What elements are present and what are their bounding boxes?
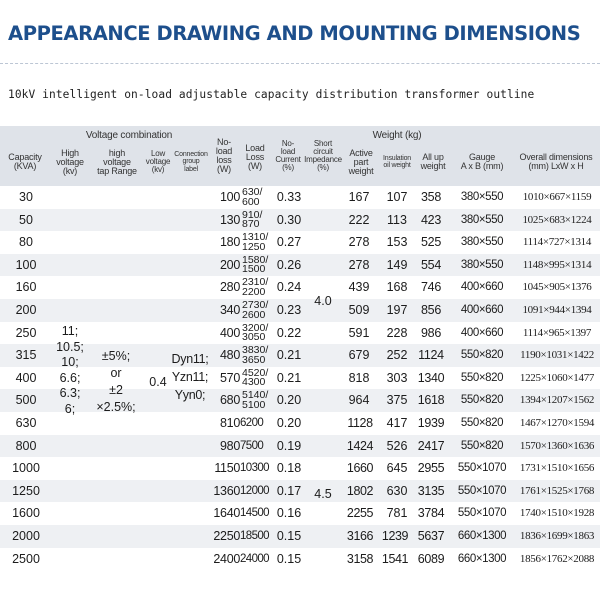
header-connection-group: Connection group label bbox=[174, 150, 208, 173]
oil-weight-cell: 526 bbox=[386, 438, 408, 453]
overall-dimensions-cell: 1190×1031×1422 bbox=[520, 349, 594, 362]
gauge-cell: 380×550 bbox=[460, 191, 504, 203]
overall-dimensions-cell: 1394×1207×1562 bbox=[519, 394, 595, 407]
all-up-weight-cell: 986 bbox=[421, 325, 441, 340]
active-part-weight-cell: 964 bbox=[348, 393, 370, 408]
table-row bbox=[0, 548, 600, 571]
gauge-cell: 550×820 bbox=[460, 439, 504, 452]
load-loss-cell: 2730/ 2600 bbox=[242, 299, 269, 321]
overall-dimensions-cell: 1731×1510×1656 bbox=[519, 462, 595, 475]
gauge-cell: 400×660 bbox=[460, 304, 504, 316]
overall-dimensions-cell: 1025×683×1224 bbox=[522, 213, 592, 226]
no-load-current-cell: 0.26 bbox=[276, 257, 302, 272]
header-voltage-combination: Voltage combination bbox=[85, 129, 173, 141]
no-load-loss-cell: 340 bbox=[220, 303, 240, 317]
capacity-cell: 2000 bbox=[12, 529, 40, 543]
oil-weight-cell: 645 bbox=[386, 461, 408, 476]
load-loss-cell: 3830/ 3650 bbox=[242, 344, 269, 366]
merged-impedance-group1: 4.0 bbox=[314, 294, 332, 308]
gauge-cell: 550×1070 bbox=[457, 484, 507, 497]
merged-high-voltage: 11; 10.5; 10; 6.6; 6.3; 6; bbox=[56, 324, 84, 416]
header-weight: Weight (kg) bbox=[372, 129, 422, 141]
all-up-weight-cell: 554 bbox=[421, 257, 441, 272]
no-load-current-cell: 0.20 bbox=[276, 416, 302, 430]
no-load-loss-cell: 180 bbox=[220, 235, 240, 250]
no-load-loss-cell: 2400 bbox=[213, 551, 240, 566]
all-up-weight-cell: 1124 bbox=[418, 348, 444, 363]
overall-dimensions-cell: 1467×1270×1594 bbox=[519, 417, 595, 429]
no-load-current-cell: 0.15 bbox=[276, 551, 302, 566]
overall-dimensions-cell: 1761×1525×1768 bbox=[519, 484, 595, 497]
no-load-loss-cell: 130 bbox=[220, 212, 240, 227]
no-load-current-cell: 0.33 bbox=[276, 190, 302, 204]
all-up-weight-cell: 5637 bbox=[417, 529, 445, 543]
load-loss-cell: 630/ 600 bbox=[242, 186, 263, 208]
header-gauge: Gauge A x B (mm) bbox=[460, 152, 504, 171]
active-part-weight-cell: 591 bbox=[348, 325, 370, 340]
capacity-cell: 315 bbox=[15, 348, 37, 363]
active-part-weight-cell: 1128 bbox=[347, 416, 373, 430]
no-load-current-cell: 0.18 bbox=[276, 461, 302, 476]
no-load-current-cell: 0.16 bbox=[276, 506, 302, 521]
all-up-weight-cell: 423 bbox=[421, 212, 441, 227]
oil-weight-cell: 228 bbox=[386, 325, 408, 340]
oil-weight-cell: 252 bbox=[386, 348, 408, 363]
overall-dimensions-cell: 1010×667×1159 bbox=[522, 191, 592, 203]
gauge-cell: 550×820 bbox=[460, 349, 504, 362]
gauge-cell: 550×820 bbox=[460, 394, 504, 407]
merged-connection-group: Dyn11; Yzn11; Yyn0; bbox=[171, 352, 209, 402]
gauge-cell: 380×550 bbox=[460, 213, 504, 226]
overall-dimensions-cell: 1045×905×1376 bbox=[522, 281, 592, 294]
no-load-loss-cell: 280 bbox=[220, 280, 240, 295]
page-header bbox=[0, 0, 600, 68]
table-row bbox=[0, 186, 600, 209]
capacity-cell: 30 bbox=[19, 190, 33, 204]
no-load-current-cell: 0.27 bbox=[276, 235, 302, 250]
load-loss-cell: 4520/ 4300 bbox=[242, 366, 269, 389]
table-row bbox=[0, 299, 600, 322]
gauge-cell: 550×820 bbox=[460, 417, 504, 429]
active-part-weight-cell: 679 bbox=[348, 348, 370, 363]
all-up-weight-cell: 3784 bbox=[417, 506, 445, 521]
no-load-loss-cell: 2250 bbox=[213, 529, 240, 543]
oil-weight-cell: 781 bbox=[386, 506, 408, 521]
table-row bbox=[0, 231, 600, 254]
no-load-loss-cell: 810 bbox=[220, 416, 240, 430]
capacity-cell: 630 bbox=[15, 416, 37, 430]
active-part-weight-cell: 818 bbox=[348, 370, 370, 385]
overall-dimensions-cell: 1114×965×1397 bbox=[522, 326, 592, 339]
header-high-voltage-tap: high voltage tap Range bbox=[97, 147, 137, 176]
merged-impedance-group2: 4.5 bbox=[314, 487, 332, 501]
load-loss-cell: 5140/ 5100 bbox=[242, 389, 269, 411]
header-short-circuit-impedance: Short circuit Impedance (%) bbox=[304, 139, 342, 172]
all-up-weight-cell: 525 bbox=[421, 235, 441, 250]
oil-weight-cell: 149 bbox=[386, 257, 408, 272]
no-load-loss-cell: 480 bbox=[220, 348, 240, 363]
page-subtitle: 10kV intelligent on-load adjustable capacity distribution transformer outline bbox=[8, 88, 535, 101]
header-all-up-weight: All up weight bbox=[420, 152, 446, 171]
no-load-loss-cell: 100 bbox=[220, 190, 240, 204]
overall-dimensions-cell: 1148×995×1314 bbox=[522, 258, 592, 271]
capacity-cell: 1250 bbox=[12, 483, 40, 498]
gauge-cell: 660×1300 bbox=[457, 552, 507, 565]
oil-weight-cell: 375 bbox=[386, 393, 408, 408]
capacity-cell: 50 bbox=[19, 212, 33, 227]
load-loss-cell: 6200 bbox=[240, 417, 264, 429]
table-row bbox=[0, 435, 600, 458]
header-insulation-oil-weight: Insulation oil weight bbox=[383, 154, 411, 169]
merged-tap-range: ±5%; or ±2 ×2.5%; bbox=[96, 349, 136, 414]
header-load-loss: Load Loss (W) bbox=[245, 142, 265, 171]
gauge-cell: 400×660 bbox=[460, 326, 504, 339]
load-loss-cell: 910/ 870 bbox=[242, 208, 263, 231]
table-row bbox=[0, 457, 600, 480]
gauge-cell: 380×550 bbox=[460, 258, 504, 271]
gauge-cell: 550×1070 bbox=[457, 507, 507, 520]
oil-weight-cell: 197 bbox=[386, 303, 408, 317]
capacity-cell: 80 bbox=[19, 235, 33, 250]
header-no-load-current: No- load Current (%) bbox=[275, 139, 301, 172]
active-part-weight-cell: 222 bbox=[348, 212, 370, 227]
table-row bbox=[0, 254, 600, 277]
capacity-cell: 1600 bbox=[12, 506, 40, 521]
header-high-voltage: High voltage (kv) bbox=[56, 147, 84, 176]
no-load-current-cell: 0.24 bbox=[276, 280, 302, 295]
capacity-cell: 2500 bbox=[12, 551, 40, 566]
overall-dimensions-cell: 1570×1360×1636 bbox=[519, 439, 595, 452]
active-part-weight-cell: 1424 bbox=[346, 438, 374, 453]
overall-dimensions-cell: 1856×1762×2088 bbox=[519, 552, 595, 565]
all-up-weight-cell: 1939 bbox=[417, 416, 445, 430]
active-part-weight-cell: 278 bbox=[348, 257, 370, 272]
load-loss-cell: 24000 bbox=[240, 552, 269, 565]
capacity-cell: 100 bbox=[15, 257, 37, 272]
overall-dimensions-cell: 1114×727×1314 bbox=[522, 236, 592, 249]
header-overall-dimensions: Overall dimensions (mm) LxW x H bbox=[519, 152, 593, 171]
no-load-loss-cell: 680 bbox=[220, 393, 240, 408]
all-up-weight-cell: 2955 bbox=[417, 461, 445, 476]
all-up-weight-cell: 2417 bbox=[417, 438, 445, 453]
active-part-weight-cell: 1660 bbox=[346, 461, 374, 476]
active-part-weight-cell: 3158 bbox=[346, 551, 374, 566]
no-load-loss-cell: 570 bbox=[220, 370, 240, 385]
all-up-weight-cell: 1618 bbox=[417, 393, 445, 408]
gauge-cell: 660×1300 bbox=[457, 530, 507, 542]
no-load-current-cell: 0.21 bbox=[276, 348, 302, 363]
all-up-weight-cell: 1340 bbox=[417, 370, 445, 385]
no-load-current-cell: 0.21 bbox=[276, 370, 302, 385]
load-loss-cell: 18500 bbox=[240, 530, 269, 542]
oil-weight-cell: 1541 bbox=[381, 551, 409, 566]
gauge-cell: 380×550 bbox=[460, 236, 504, 249]
all-up-weight-cell: 856 bbox=[421, 303, 441, 317]
active-part-weight-cell: 278 bbox=[348, 235, 370, 250]
load-loss-cell: 12000 bbox=[240, 484, 269, 497]
overall-dimensions-cell: 1836×1699×1863 bbox=[519, 530, 595, 542]
all-up-weight-cell: 6089 bbox=[417, 551, 445, 566]
active-part-weight-cell: 167 bbox=[348, 190, 370, 204]
load-loss-cell: 2310/ 2200 bbox=[242, 276, 269, 298]
no-load-current-cell: 0.19 bbox=[276, 438, 302, 453]
table-row bbox=[0, 525, 600, 548]
load-loss-cell: 1580/ 1500 bbox=[242, 253, 269, 276]
header-no-load-loss: No- load loss (W) bbox=[215, 137, 233, 174]
oil-weight-cell: 303 bbox=[386, 370, 408, 385]
table-row bbox=[0, 480, 600, 503]
gauge-cell: 400×660 bbox=[460, 281, 504, 294]
load-loss-cell: 14500 bbox=[240, 507, 269, 520]
gauge-cell: 550×820 bbox=[460, 371, 504, 384]
load-loss-cell: 10300 bbox=[240, 462, 269, 475]
no-load-current-cell: 0.20 bbox=[276, 393, 302, 408]
table-row bbox=[0, 322, 600, 345]
overall-dimensions-cell: 1225×1060×1477 bbox=[519, 371, 595, 384]
capacity-cell: 400 bbox=[15, 370, 37, 385]
no-load-loss-cell: 980 bbox=[220, 438, 240, 453]
capacity-cell: 200 bbox=[15, 303, 37, 317]
all-up-weight-cell: 358 bbox=[421, 190, 441, 204]
no-load-loss-cell: 400 bbox=[220, 325, 240, 340]
capacity-cell: 500 bbox=[15, 393, 37, 408]
capacity-cell: 1000 bbox=[12, 461, 40, 476]
capacity-cell: 800 bbox=[15, 438, 37, 453]
table-row bbox=[0, 209, 600, 232]
no-load-current-cell: 0.30 bbox=[276, 212, 302, 227]
active-part-weight-cell: 509 bbox=[348, 303, 370, 317]
all-up-weight-cell: 746 bbox=[421, 280, 441, 295]
active-part-weight-cell: 2255 bbox=[346, 506, 374, 521]
header-divider bbox=[0, 63, 600, 64]
active-part-weight-cell: 3166 bbox=[346, 529, 374, 543]
header-active-part-weight: Active part weight bbox=[348, 147, 374, 176]
active-part-weight-cell: 1802 bbox=[346, 483, 374, 498]
load-loss-cell: 1310/ 1250 bbox=[242, 231, 269, 253]
all-up-weight-cell: 3135 bbox=[417, 483, 445, 498]
capacity-cell: 160 bbox=[15, 280, 37, 295]
no-load-loss-cell: 200 bbox=[220, 257, 240, 272]
oil-weight-cell: 1239 bbox=[381, 529, 409, 543]
oil-weight-cell: 113 bbox=[387, 212, 407, 227]
no-load-loss-cell: 1150 bbox=[214, 461, 240, 476]
header-low-voltage: Low voltage (kv) bbox=[145, 149, 171, 174]
gauge-cell: 550×1070 bbox=[457, 462, 507, 475]
no-load-loss-cell: 1640 bbox=[213, 506, 240, 521]
page-title: APPEARANCE DRAWING AND MOUNTING DIMENSIONS bbox=[8, 22, 581, 45]
no-load-current-cell: 0.17 bbox=[276, 483, 302, 498]
oil-weight-cell: 417 bbox=[386, 416, 408, 430]
oil-weight-cell: 153 bbox=[386, 235, 408, 250]
merged-low-voltage: 0.4 bbox=[149, 375, 167, 389]
oil-weight-cell: 168 bbox=[386, 280, 408, 295]
active-part-weight-cell: 439 bbox=[348, 280, 370, 295]
overall-dimensions-cell: 1091×944×1394 bbox=[522, 304, 592, 316]
overall-dimensions-cell: 1740×1510×1928 bbox=[519, 507, 595, 520]
oil-weight-cell: 630 bbox=[386, 483, 408, 498]
table-row bbox=[0, 502, 600, 525]
no-load-current-cell: 0.15 bbox=[276, 529, 302, 543]
capacity-cell: 250 bbox=[15, 325, 37, 340]
no-load-current-cell: 0.22 bbox=[276, 325, 302, 340]
oil-weight-cell: 107 bbox=[386, 190, 408, 204]
load-loss-cell: 3200/ 3050 bbox=[242, 321, 269, 344]
specification-table bbox=[0, 126, 600, 582]
table-row bbox=[0, 276, 600, 299]
no-load-current-cell: 0.23 bbox=[276, 303, 302, 317]
no-load-loss-cell: 1360 bbox=[213, 483, 240, 498]
header-capacity: Capacity (KVA) bbox=[8, 152, 42, 171]
load-loss-cell: 7500 bbox=[240, 439, 264, 452]
